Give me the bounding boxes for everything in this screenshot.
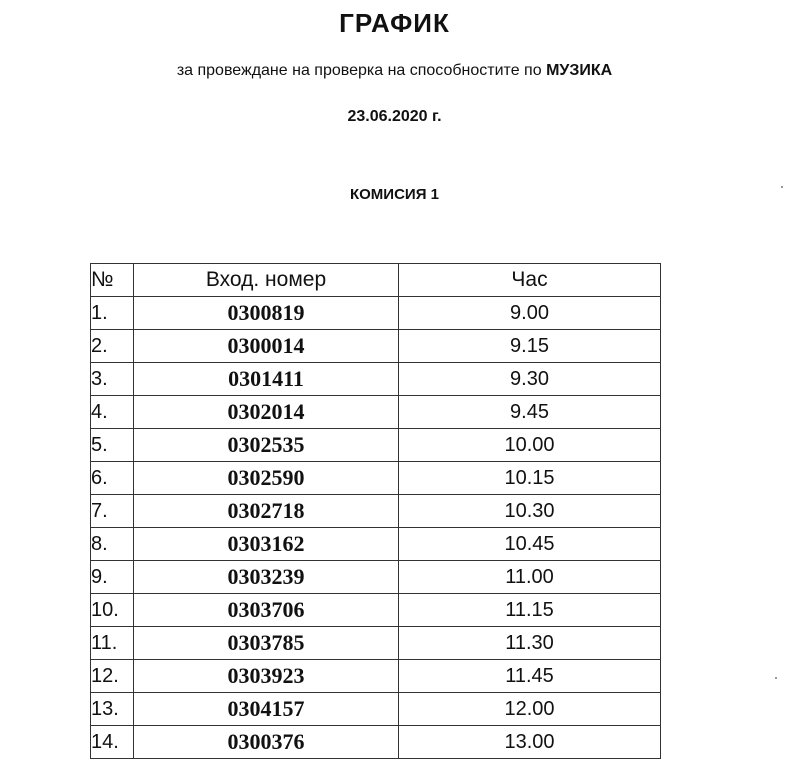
table-row — [91, 297, 661, 330]
table-row — [91, 528, 661, 561]
table-row — [91, 330, 661, 363]
row-time: 9.15 — [399, 330, 661, 363]
scan-speck — [781, 186, 783, 188]
row-entry-number: 0302014 — [134, 396, 399, 429]
row-number: 5. — [91, 429, 134, 462]
subtitle-prefix: за провеждане на проверка на способностите по — [176, 62, 542, 79]
row-time: 9.45 — [399, 396, 661, 429]
schedule-date: 23.06.2020 г. — [347, 108, 442, 125]
row-entry-number: 0300819 — [134, 297, 399, 330]
row-number: 2. — [91, 330, 134, 363]
row-number: 9. — [91, 561, 134, 594]
row-entry-number: 0303785 — [134, 627, 399, 660]
header-number: № — [91, 264, 134, 297]
row-number: 10. — [91, 594, 134, 627]
row-time: 9.30 — [399, 363, 661, 396]
subtitle-subject: МУЗИКА — [546, 62, 613, 79]
row-time: 11.30 — [399, 627, 661, 660]
row-entry-number: 0304157 — [134, 693, 399, 726]
row-entry-number: 0303162 — [134, 528, 399, 561]
row-entry-number: 0303923 — [134, 660, 399, 693]
row-time: 13.00 — [399, 726, 661, 759]
table-row — [91, 594, 661, 627]
row-time: 10.45 — [399, 528, 661, 561]
row-number: 11. — [91, 627, 134, 660]
row-time: 11.45 — [399, 660, 661, 693]
row-number: 14. — [91, 726, 134, 759]
schedule-table — [90, 263, 661, 759]
table-row — [91, 462, 661, 495]
row-time: 11.15 — [399, 594, 661, 627]
table-row — [91, 495, 661, 528]
header-time: Час — [399, 264, 661, 297]
row-number: 12. — [91, 660, 134, 693]
row-number: 6. — [91, 462, 134, 495]
table-row — [91, 627, 661, 660]
table-row — [91, 561, 661, 594]
commission-heading: КОМИСИЯ 1 — [349, 186, 439, 203]
row-entry-number: 0300376 — [134, 726, 399, 759]
row-time: 10.00 — [399, 429, 661, 462]
row-entry-number: 0303706 — [134, 594, 399, 627]
table-row — [91, 429, 661, 462]
subtitle — [0, 62, 789, 80]
row-entry-number: 0302718 — [134, 495, 399, 528]
row-time: 11.00 — [399, 561, 661, 594]
row-entry-number: 0301411 — [134, 363, 399, 396]
header-entry-number: Вход. номер — [134, 264, 399, 297]
row-entry-number: 0300014 — [134, 330, 399, 363]
row-number: 4. — [91, 396, 134, 429]
row-number: 7. — [91, 495, 134, 528]
row-time: 9.00 — [399, 297, 661, 330]
row-entry-number: 0302590 — [134, 462, 399, 495]
row-entry-number: 0302535 — [134, 429, 399, 462]
row-time: 12.00 — [399, 693, 661, 726]
row-entry-number: 0303239 — [134, 561, 399, 594]
table-row — [91, 726, 661, 759]
row-time: 10.30 — [399, 495, 661, 528]
row-time: 10.15 — [399, 462, 661, 495]
row-number: 3. — [91, 363, 134, 396]
table-row — [91, 396, 661, 429]
scan-speck — [775, 677, 777, 679]
table-header-row — [91, 264, 661, 297]
table-row — [91, 693, 661, 726]
table-row — [91, 363, 661, 396]
row-number: 13. — [91, 693, 134, 726]
page-title: ГРАФИК — [339, 8, 450, 38]
row-number: 1. — [91, 297, 134, 330]
table-row — [91, 660, 661, 693]
row-number: 8. — [91, 528, 134, 561]
